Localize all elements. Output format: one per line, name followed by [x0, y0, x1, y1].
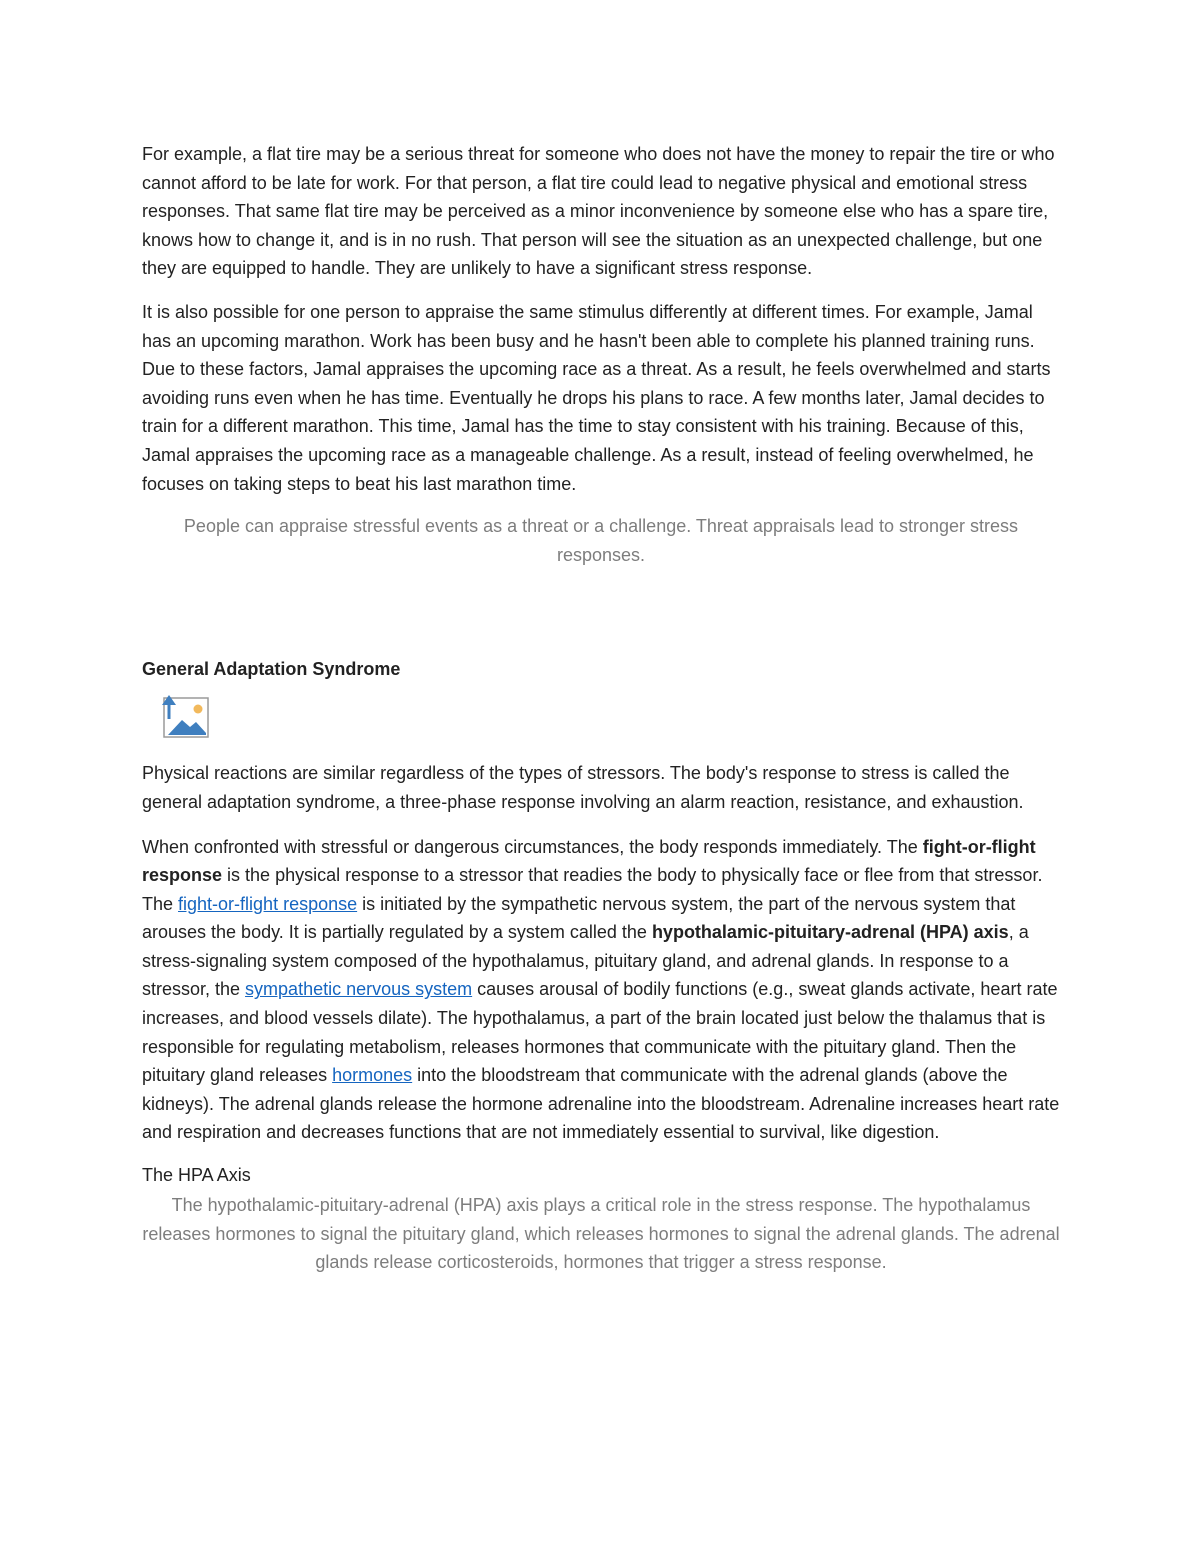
- bold-term-hpa-axis: hypothalamic-pituitary-adrenal (HPA) axis: [651, 922, 1009, 943]
- paragraph-flat-tire: For example, a flat tire may be a serious threat for someone who does not have the money to repair the tire or who cannot afford to be late for work. For that person, a flat tire could lead to negative physical and emotional stress responses. That same flat tire may be perceived as a minor inconvenience by someone else who has a spare tire, knows how to change it, and is in no rush. That person will see the situation as an unexpected challenge, but one they are equipped to handle. They are unlikely to have a significant stress response.: [142, 144, 1055, 279]
- section-heading: General Adaptation Syndrome: [142, 659, 401, 680]
- text-span: is initiated by the sympathetic nervous system, the part of the nervous system that arouses the body. It is partially regulated by a system called the: [142, 893, 1016, 943]
- document-page: [142, 140, 1060, 1277]
- paragraph-general-adaptation: Physical reactions are similar regardless of the types of stressors. The body's response to stress is called the general adaptation syndrome, a three-phase response involving an alarm reaction, resistance, and exhaustion.: [142, 763, 1024, 812]
- paragraph-fight-or-flight: [142, 833, 1060, 1148]
- link-sympathetic-nervous-system[interactable]: sympathetic nervous system: [245, 979, 473, 1000]
- text-span: , a stress-signaling system composed of the hypothalamus, pituitary gland, and adrenal glands. In response to a stressor, the: [142, 922, 1029, 1000]
- text-span: When confronted with stressful or dangerous circumstances, the body responds immediately. The: [142, 836, 923, 857]
- caption-hpa-axis: The hypothalamic-pituitary-adrenal (HPA) axis plays a critical role in the stress response. The hypothalamus releases hormones to signal the pituitary gland, which releases hormones to signal the adrenal glands. The adrenal glands release corticosteroids, hormones that trigger a stress response.: [142, 1195, 1060, 1273]
- subheading-hpa-axis: The HPA Axis: [142, 1165, 251, 1186]
- text-span: is the physical response to a stressor that readies the body to physically face or flee from that stressor. The: [142, 865, 1043, 914]
- image-placeholder-icon: [160, 693, 210, 739]
- link-fight-or-flight[interactable]: fight-or-flight response: [178, 893, 358, 914]
- paragraph-jamal-marathon: It is also possible for one person to appraise the same stimulus differently at different times. For example, Jamal has an upcoming marathon. Work has been busy and he hasn't been able to complete his planned training runs. Due to these factors, Jamal appraises the upcoming race as a threat. As a result, he feels overwhelmed and starts avoiding runs even when he has time. Eventually he drops his plans to race. A few months later, Jamal decides to train for a different marathon. This time, Jamal has the time to stay consistent with his training. Because of this, Jamal appraises the upcoming race as a manageable challenge. As a result, instead of feeling overwhelmed, he focuses on taking steps to beat his last marathon time.: [142, 301, 1051, 494]
- text-span: into the bloodstream that communicate with the adrenal glands (above the kidneys). The adrenal glands release the hormone adrenaline into the bloodstream. Adrenaline increases heart rate and respiration and decreases functions that are not immediately essential to survival, like digestion.: [142, 1065, 1060, 1143]
- bold-term-fight-or-flight: fight-or-flight response: [142, 836, 1036, 886]
- text-span: causes arousal of bodily functions (e.g., sweat glands activate, heart rate increases, and blood vessels dilate). The hypothalamus, a part of the brain located just below the thalamus that is responsible for regulating metabolism, releases hormones that communicate with the pituitary gland. Then the pituitary gland releases: [142, 979, 1058, 1086]
- link-hormones[interactable]: hormones: [332, 1065, 413, 1086]
- caption-appraisal: People can appraise stressful events as a threat or a challenge. Threat appraisals lead to stronger stress responses.: [183, 516, 1019, 565]
